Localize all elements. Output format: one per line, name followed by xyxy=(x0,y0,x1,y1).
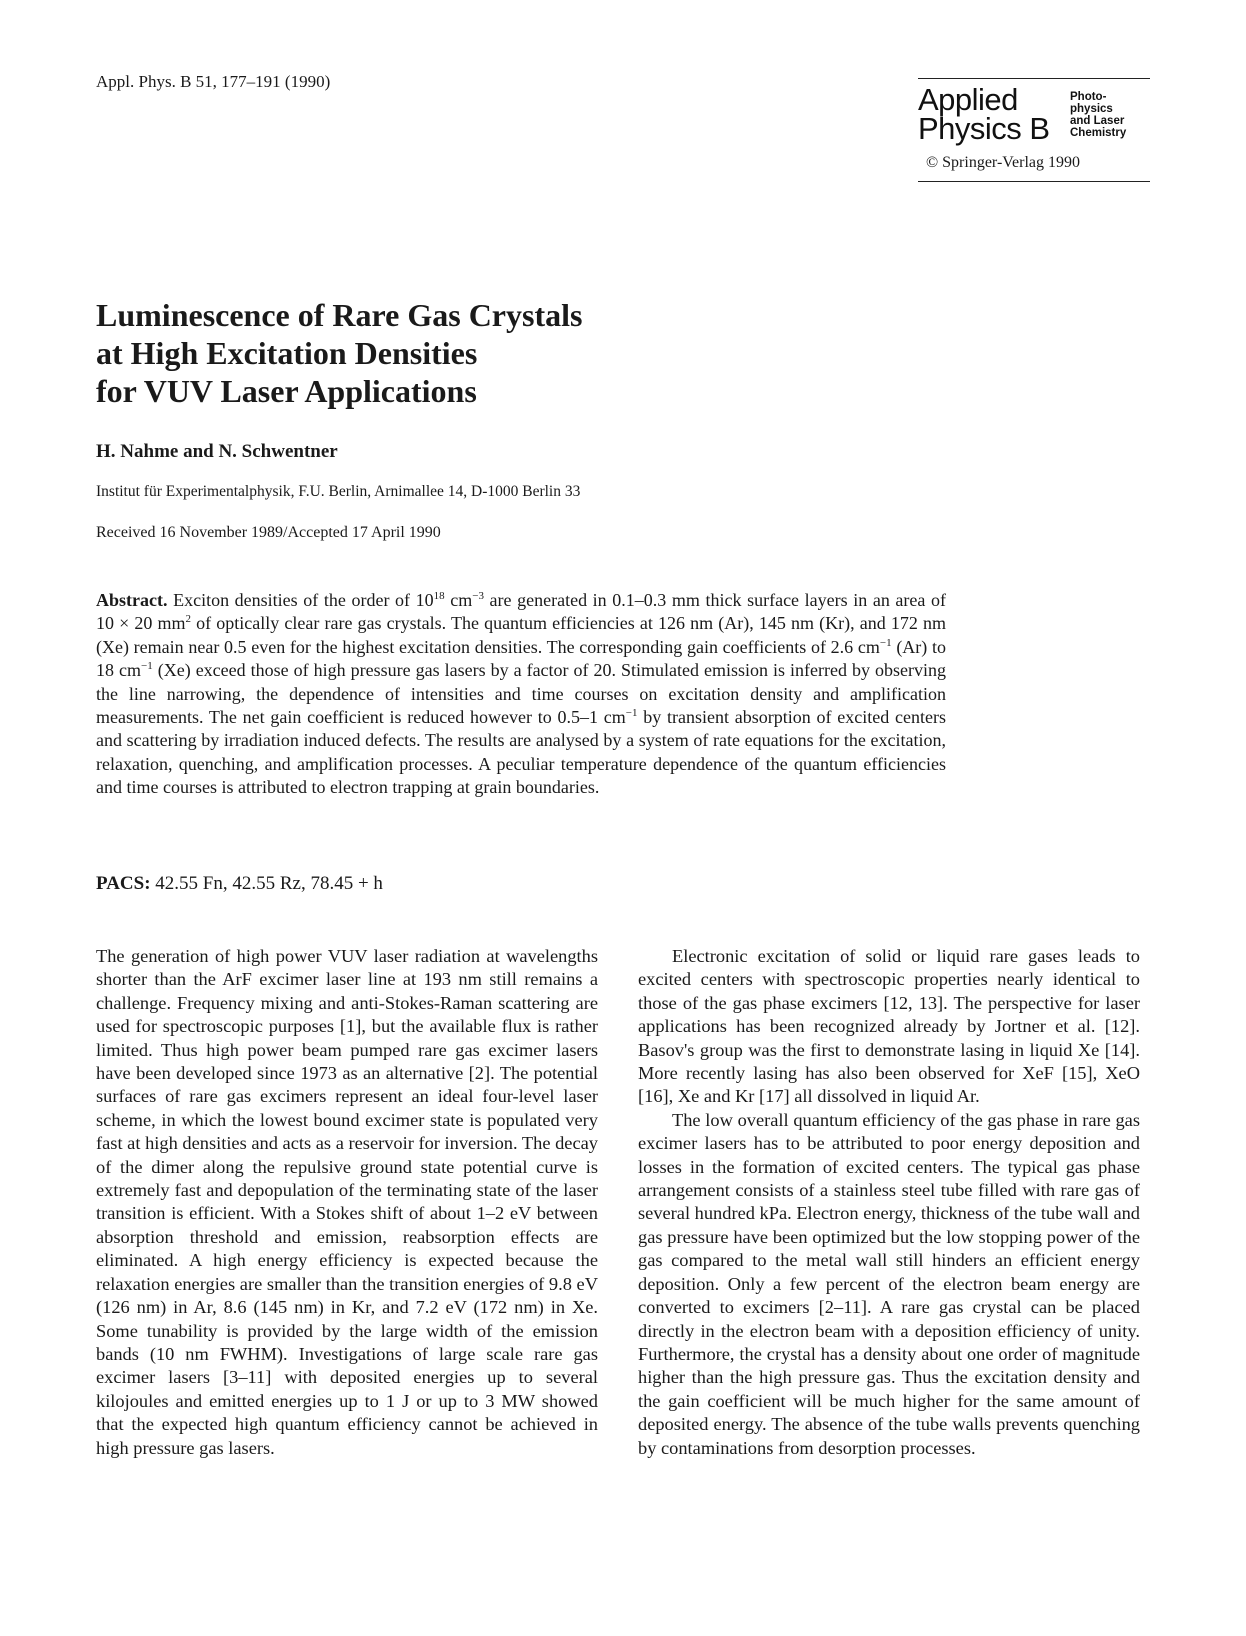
abstract-text: Exciton densities of the order of 10 xyxy=(167,590,434,610)
superscript: −1 xyxy=(625,707,638,720)
body-column-right xyxy=(638,945,1140,1460)
body-paragraph: Electronic excitation of solid or liquid rare gases leads to excited centers with spectroscopic properties nearly identical to those of the gas phase excimers [12, 13]. The perspective for laser applications has been recognized already by Jortner et al. [12]. Basov's group was the first to demonstrate lasing in liquid Xe [14]. More recently lasing has also been observed for XeF [15], XeO [16], Xe and Kr [17] all dissolved in liquid Ar. xyxy=(638,946,1140,1107)
abstract xyxy=(96,589,946,800)
publisher: © Springer-Verlag 1990 xyxy=(926,154,1081,171)
superscript: 2 xyxy=(185,613,192,626)
abstract-text: cm xyxy=(444,590,473,610)
journal-subtitle-line: Chemistry xyxy=(1070,127,1127,139)
paper-title xyxy=(96,296,582,410)
journal-subtitle-line: and Laser xyxy=(1070,115,1125,127)
body-paragraph: The low overall quantum efficiency of the gas phase in rare gas excimer lasers has to be attributed to poor energy deposition and losses in the formation of excited centers. The typical gas phase arrangement consists of a stainless steel tube filled with rare gas of several hundred kPa. Electron energy, thickness of the tube wall and gas pressure have been optimized but the low stopping power of the gas compared to the metal wall still hinders an efficient energy deposition. Only a few percent of the electron beam energy are converted to excimers [2–11]. A rare gas crystal can be placed directly in the electron beam with a deposition efficiency of unity. Furthermore, the crystal has a density about one order of magnitude higher than the high pressure gas. Thus the excitation density and the gain coefficient will be much higher for the same amount of deposited energy. The absence of the tube walls prevents quenching by contaminations from desorption processes. xyxy=(638,1109,1141,1458)
journal-name xyxy=(918,82,1050,146)
abstract-label: Abstract. xyxy=(96,590,168,610)
superscript: −1 xyxy=(141,660,153,673)
journal-subtitle-line: Photo- xyxy=(1070,91,1107,103)
abstract-text: by transient absorption of excited centers and scattering by irradiation induced defects. The results are analysed by a system of rate equations for the excitation, relaxation, quenching, and amplification processes. A peculiar temperature dependence of the quantum efficiencies and time courses is attributed to electron trapping at grain boundaries. xyxy=(96,707,946,798)
journal-subtitle-line: physics xyxy=(1070,103,1113,115)
affiliation: Institut für Experimentalphysik, F.U. Berlin, Arnimallee 14, D-1000 Berlin 33 xyxy=(96,483,581,500)
journal-subtitle xyxy=(1070,91,1126,139)
journal-name-line2: Physics B xyxy=(918,111,1050,146)
superscript: −1 xyxy=(879,636,892,649)
pacs-label: PACS: xyxy=(96,873,151,894)
citation: Appl. Phys. B 51, 177–191 (1990) xyxy=(96,72,331,91)
title-line: for VUV Laser Applications xyxy=(96,373,477,409)
title-line: Luminescence of Rare Gas Crystals xyxy=(96,297,583,333)
body-column-left xyxy=(96,945,598,1460)
pacs xyxy=(96,873,383,895)
pacs-value: 42.55 Fn, 42.55 Rz, 78.45 + h xyxy=(150,873,383,894)
journal-name-line1: Applied xyxy=(918,82,1018,117)
superscript: 18 xyxy=(433,590,445,602)
superscript: −3 xyxy=(472,590,484,602)
abstract-text: are generated in 0.1–0.3 mm thick surface layers in an area of 10 × 20 mm xyxy=(96,590,946,634)
authors: H. Nahme and N. Schwentner xyxy=(96,441,338,462)
body-paragraph: The generation of high power VUV laser radiation at wavelengths shorter than the ArF excimer laser line at 193 nm still remains a challenge. Frequency mixing and anti-Stokes-Raman scattering are used for spectroscopic purposes [1], but the available flux is rather limited. Thus high power beam pumped rare gas excimer lasers have been developed since 1973 as an alternative [2]. The potential surfaces of rare gas excimers represent an ideal four-level laser scheme, in which the lowest bound excimer state is populated very fast at high densities and acts as a reservoir for inversion. The decay of the dimer along the repulsive ground state potential curve is extremely fast and depopulation of the terminating state of the laser transition is efficient. With a Stokes shift of about 1–2 eV between absorption threshold and emission, reabsorption effects are eliminated. A high energy efficiency is expected because the relaxation energies are smaller than the transition energies of 9.8 eV (126 nm) in Ar, 8.6 (145 nm) in Kr, and 7.2 eV (172 nm) in Xe. Some tunability is provided by the large width of the emission bands (10 nm FWHM). Investigations of large scale rare gas excimer lasers [3–11] with deposited energies up to several kilojoules and emitted energies up to 1 J or up to 3 MW showed that the expected high quantum efficiency cannot be achieved in high pressure gas lasers. xyxy=(96,946,598,1458)
journal-logo xyxy=(918,78,1150,182)
received-date: Received 16 November 1989/Accepted 17 April 1990 xyxy=(96,524,441,541)
abstract-text: (Xe) exceed those of high pressure gas lasers by a factor of 20. Stimulated emission is inferred by observing the line narrowing, the dependence of intensities and time courses on excitation density and amplification measurements. The net gain coefficient is reduced however to 0.5–1 cm xyxy=(96,660,946,728)
abstract-text: (Ar) to 18 cm xyxy=(96,636,947,681)
abstract-text: of optically clear rare gas crystals. The quantum efficiencies at 126 nm (Ar), 145 nm (Kr), and 172 nm (Xe) remain near 0.5 even for the highest excitation densities. The corresponding gain coefficients of 2.6 cm xyxy=(96,613,946,657)
title-line: at High Excitation Densities xyxy=(96,335,478,371)
